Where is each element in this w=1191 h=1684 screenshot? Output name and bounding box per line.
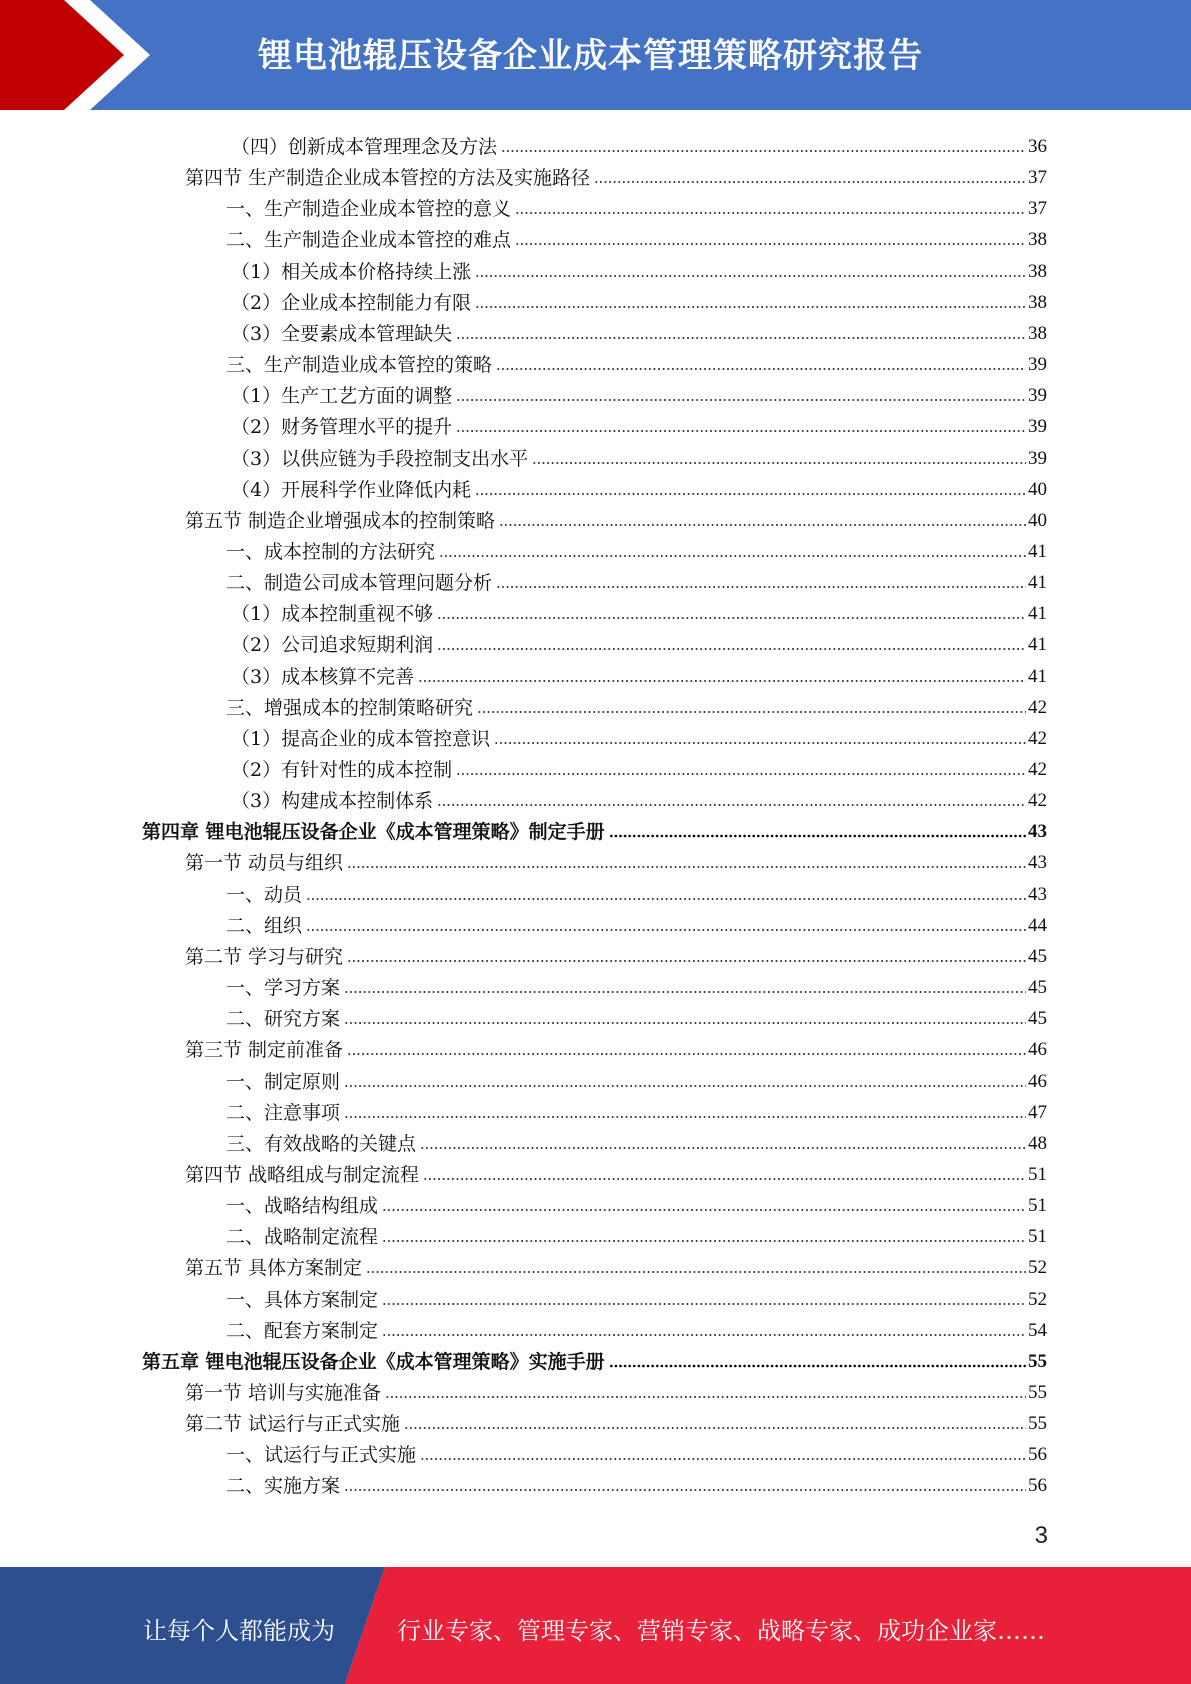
toc-entry-page: 55 — [1028, 1382, 1047, 1403]
toc-leader-dots — [344, 1101, 1026, 1123]
toc-entry[interactable] — [231, 127, 1047, 158]
toc-entry-title: （2）有针对性的成本控制 — [231, 759, 453, 781]
toc-entry-title: 第二节 学习与研究 — [185, 945, 344, 968]
toc-entry[interactable] — [226, 1280, 1047, 1311]
toc-entry[interactable] — [231, 376, 1047, 407]
toc-entry[interactable] — [185, 937, 1047, 968]
toc-entry-page: 37 — [1028, 198, 1047, 220]
toc-leader-dots — [494, 727, 1026, 749]
toc-leader-dots — [439, 540, 1026, 562]
toc-leader-dots — [347, 945, 1026, 967]
toc-entry-title: 第四节 战略组成与制定流程 — [185, 1163, 420, 1186]
toc-leader-dots — [437, 789, 1026, 811]
header-title: 锂电池辊压设备企业成本管理策略研究报告 — [258, 36, 923, 76]
toc-entry-title: （2）企业成本控制能力有限 — [231, 291, 472, 314]
toc-entry-page: 39 — [1028, 354, 1047, 376]
toc-leader-dots — [366, 1256, 1026, 1278]
toc-leader-dots — [423, 1163, 1026, 1185]
toc-entry-title: 第四节 生产制造企业成本管控的方法及实施路径 — [185, 167, 591, 190]
toc-entry-title: 二、战略制定流程 — [226, 1226, 379, 1249]
toc-entry-page: 45 — [1028, 977, 1047, 999]
toc-leader-dots — [385, 1381, 1026, 1403]
toc-entry[interactable] — [226, 345, 1047, 376]
toc-leader-dots — [456, 322, 1026, 344]
toc-entry-page: 37 — [1028, 167, 1047, 189]
toc-entry[interactable] — [142, 812, 1047, 843]
toc-entry-page: 46 — [1028, 1070, 1047, 1092]
toc-entry-page: 44 — [1028, 914, 1047, 936]
toc-entry[interactable] — [226, 189, 1047, 220]
toc-entry[interactable] — [185, 843, 1047, 874]
toc-leader-dots — [456, 415, 1026, 437]
toc-entry-page: 45 — [1028, 945, 1047, 967]
toc-entry-title: （1）相关成本价格持续上涨 — [231, 260, 472, 283]
toc-leader-dots — [609, 1350, 1026, 1372]
toc-entry-title: （2）公司追求短期利润 — [231, 634, 434, 657]
toc-entry-page: 41 — [1028, 540, 1047, 562]
toc-entry-title: （4）开展科学作业降低内耗 — [231, 478, 472, 501]
toc-entry[interactable] — [185, 1404, 1047, 1435]
toc-entry[interactable] — [231, 283, 1047, 314]
toc-entry-title: 三、增强成本的控制策略研究 — [226, 696, 474, 719]
toc-entry-title: （1）成本控制重视不够 — [231, 603, 434, 626]
toc-leader-dots — [477, 696, 1026, 718]
page-header — [0, 0, 1191, 110]
toc-entry-page: 38 — [1028, 322, 1047, 344]
toc-entry[interactable] — [231, 781, 1047, 812]
page-footer — [0, 1567, 1191, 1684]
toc-entry[interactable] — [185, 1030, 1047, 1061]
toc-leader-dots — [501, 135, 1026, 157]
toc-entry-page: 56 — [1028, 1475, 1047, 1497]
toc-entry-title: 二、生产制造企业成本管控的难点 — [226, 229, 512, 252]
toc-entry[interactable] — [231, 625, 1047, 656]
toc-entry-page: 47 — [1028, 1101, 1047, 1123]
toc-leader-dots — [496, 571, 1026, 593]
toc-entry[interactable] — [226, 1466, 1047, 1497]
toc-leader-dots — [382, 1288, 1026, 1310]
toc-entry[interactable] — [226, 875, 1047, 906]
toc-entry[interactable] — [231, 314, 1047, 345]
toc-entry-title: 一、试运行与正式实施 — [226, 1444, 417, 1467]
toc-entry-page: 48 — [1028, 1132, 1047, 1154]
toc-entry-title: 二、制造公司成本管理问题分析 — [226, 572, 493, 595]
toc-entry[interactable] — [185, 501, 1047, 532]
toc-leader-dots — [496, 353, 1026, 375]
toc-entry-page: 40 — [1028, 478, 1047, 500]
toc-entry-page: 38 — [1028, 260, 1047, 282]
toc-entry[interactable] — [231, 407, 1047, 438]
toc-entry-title: 二、实施方案 — [226, 1475, 341, 1498]
toc-leader-dots — [306, 883, 1026, 905]
toc-entry-page: 52 — [1028, 1257, 1047, 1279]
toc-entry-title: 三、生产制造业成本管控的策略 — [226, 354, 493, 377]
toc-entry-title: （四）创新成本管理理念及方法 — [231, 136, 498, 158]
toc-entry-page: 41 — [1028, 603, 1047, 625]
toc-entry[interactable] — [231, 750, 1047, 781]
toc-leader-dots — [515, 228, 1026, 250]
toc-entry[interactable] — [226, 1093, 1047, 1124]
toc-entry-title: 第五节 具体方案制定 — [185, 1257, 363, 1280]
toc-entry-page: 46 — [1028, 1039, 1047, 1061]
toc-leader-dots — [532, 447, 1026, 469]
toc-entry[interactable] — [226, 532, 1047, 563]
toc-entry[interactable] — [185, 1155, 1047, 1186]
toc-entry[interactable] — [226, 968, 1047, 999]
toc-entry-page: 55 — [1028, 1413, 1047, 1435]
toc-entry-title: 第三节 制定前准备 — [185, 1039, 344, 1062]
toc-entry-page: 56 — [1028, 1444, 1047, 1466]
toc-entry[interactable] — [226, 563, 1047, 594]
toc-entry-title: 一、具体方案制定 — [226, 1288, 379, 1311]
toc-entry[interactable] — [231, 719, 1047, 750]
toc-entry-page: 42 — [1028, 727, 1047, 749]
toc-entry-page: 42 — [1028, 759, 1047, 780]
toc-leader-dots — [594, 166, 1026, 188]
toc-leader-dots — [344, 976, 1026, 998]
toc-entry-page: 54 — [1028, 1319, 1047, 1341]
toc-entry-page: 38 — [1028, 291, 1047, 313]
toc-entry-title: 一、战略结构组成 — [226, 1195, 379, 1218]
toc-entry-page: 42 — [1028, 790, 1047, 812]
toc-entry-page: 41 — [1028, 572, 1047, 594]
toc-entry[interactable] — [185, 158, 1047, 189]
toc-entry-page: 42 — [1028, 696, 1047, 718]
toc-entry[interactable] — [226, 1435, 1047, 1466]
toc-entry-page: 51 — [1028, 1226, 1047, 1248]
toc-entry-title: 二、研究方案 — [226, 1008, 341, 1031]
toc-leader-dots — [420, 1132, 1026, 1154]
toc-leader-dots — [475, 291, 1026, 313]
toc-entry[interactable] — [142, 1342, 1047, 1373]
toc-entry-page: 51 — [1028, 1163, 1047, 1185]
toc-entry-title: 一、生产制造企业成本管控的意义 — [226, 198, 512, 221]
toc-entry-page: 39 — [1028, 385, 1047, 407]
toc-entry[interactable] — [231, 439, 1047, 470]
toc-leader-dots — [456, 758, 1026, 780]
toc-entry[interactable] — [231, 657, 1047, 688]
toc-leader-dots — [609, 820, 1026, 842]
toc-entry-title: 二、组织 — [226, 914, 303, 937]
footer-slogan-left: 让每个人都能成为 — [143, 1617, 335, 1645]
toc-leader-dots — [475, 260, 1026, 282]
toc-entry[interactable] — [226, 688, 1047, 719]
toc-leader-dots — [499, 509, 1026, 531]
toc-entry-title: 第一节 动员与组织 — [185, 852, 344, 875]
toc-leader-dots — [456, 384, 1026, 406]
toc-leader-dots — [382, 1319, 1026, 1341]
toc-entry[interactable] — [226, 1311, 1047, 1342]
toc-entry[interactable] — [226, 1217, 1047, 1248]
toc-leader-dots — [404, 1412, 1026, 1434]
toc-entry-page: 51 — [1028, 1195, 1047, 1217]
toc-entry[interactable] — [185, 1248, 1047, 1279]
toc-entry-page: 39 — [1028, 447, 1047, 469]
toc-entry-page: 43 — [1028, 821, 1047, 843]
toc-leader-dots — [420, 1443, 1026, 1465]
toc-entry-title: （1）生产工艺方面的调整 — [231, 385, 453, 408]
toc-entry-title: 第二节 试运行与正式实施 — [185, 1413, 401, 1436]
toc-entry-page: 38 — [1028, 229, 1047, 251]
toc-entry[interactable] — [226, 220, 1047, 251]
toc-leader-dots — [382, 1194, 1026, 1216]
toc-entry-title: 第一节 培训与实施准备 — [185, 1382, 382, 1404]
toc-entry-title: 三、有效战略的关键点 — [226, 1132, 417, 1155]
toc-entry-title: 一、制定原则 — [226, 1070, 341, 1093]
toc-entry-title: （3）成本核算不完善 — [231, 665, 415, 688]
footer-slogan-right: 行业专家、管理专家、营销专家、战略专家、成功企业家…… — [397, 1617, 1045, 1645]
toc-entry-page: 43 — [1028, 852, 1047, 874]
toc-entry-page: 41 — [1028, 634, 1047, 656]
toc-entry-title: （3）构建成本控制体系 — [231, 790, 434, 813]
toc-entry[interactable] — [226, 1186, 1047, 1217]
toc-leader-dots — [515, 197, 1026, 219]
toc-leader-dots — [344, 1474, 1026, 1496]
toc-leader-dots — [437, 602, 1026, 624]
toc-entry-title: 第五节 制造企业增强成本的控制策略 — [185, 509, 496, 532]
toc-leader-dots — [475, 478, 1026, 500]
toc-entry[interactable] — [185, 1373, 1047, 1404]
toc-entry-title: （2）财务管理水平的提升 — [231, 416, 453, 439]
toc-entry-page: 55 — [1028, 1350, 1047, 1372]
toc-entry-page: 36 — [1028, 136, 1047, 157]
toc-entry-title: 二、注意事项 — [226, 1101, 341, 1124]
toc-leader-dots — [347, 851, 1026, 873]
page-number: 3 — [1034, 1522, 1048, 1549]
toc-entry-page: 40 — [1028, 509, 1047, 531]
toc-entry-title: （3）以供应链为手段控制支出水平 — [231, 447, 529, 470]
toc-leader-dots — [418, 665, 1026, 687]
toc-leader-dots — [382, 1225, 1026, 1247]
toc-entry[interactable] — [226, 999, 1047, 1030]
toc-entry-title: （3）全要素成本管理缺失 — [231, 322, 453, 345]
toc-leader-dots — [344, 1070, 1026, 1092]
toc-entry-page: 39 — [1028, 416, 1047, 438]
toc-entry-title: 二、配套方案制定 — [226, 1319, 379, 1342]
toc-entry[interactable] — [226, 906, 1047, 937]
toc-entry[interactable] — [226, 1124, 1047, 1155]
toc-entry[interactable] — [231, 470, 1047, 501]
toc-entry[interactable] — [231, 252, 1047, 283]
toc-entry[interactable] — [231, 594, 1047, 625]
toc-leader-dots — [347, 1038, 1026, 1060]
toc-entry-page: 41 — [1028, 665, 1047, 687]
toc-entry-title: 第五章 锂电池辊压设备企业《成本管理策略》实施手册 — [142, 1350, 605, 1373]
toc-entry-title: 第四章 锂电池辊压设备企业《成本管理策略》制定手册 — [142, 821, 605, 844]
toc-entry-page: 52 — [1028, 1288, 1047, 1310]
toc-entry[interactable] — [226, 1062, 1047, 1093]
toc-entry-title: 一、动员 — [226, 883, 303, 906]
toc-entry-title: （1）提高企业的成本管控意识 — [231, 727, 491, 750]
toc-leader-dots — [344, 1007, 1026, 1029]
toc-leader-dots — [437, 633, 1026, 655]
toc-entry-title: 一、成本控制的方法研究 — [226, 540, 436, 563]
toc-entry-title: 一、学习方案 — [226, 977, 341, 1000]
toc-entry-page: 43 — [1028, 883, 1047, 905]
toc-leader-dots — [306, 914, 1026, 936]
toc-entry-page: 45 — [1028, 1008, 1047, 1030]
